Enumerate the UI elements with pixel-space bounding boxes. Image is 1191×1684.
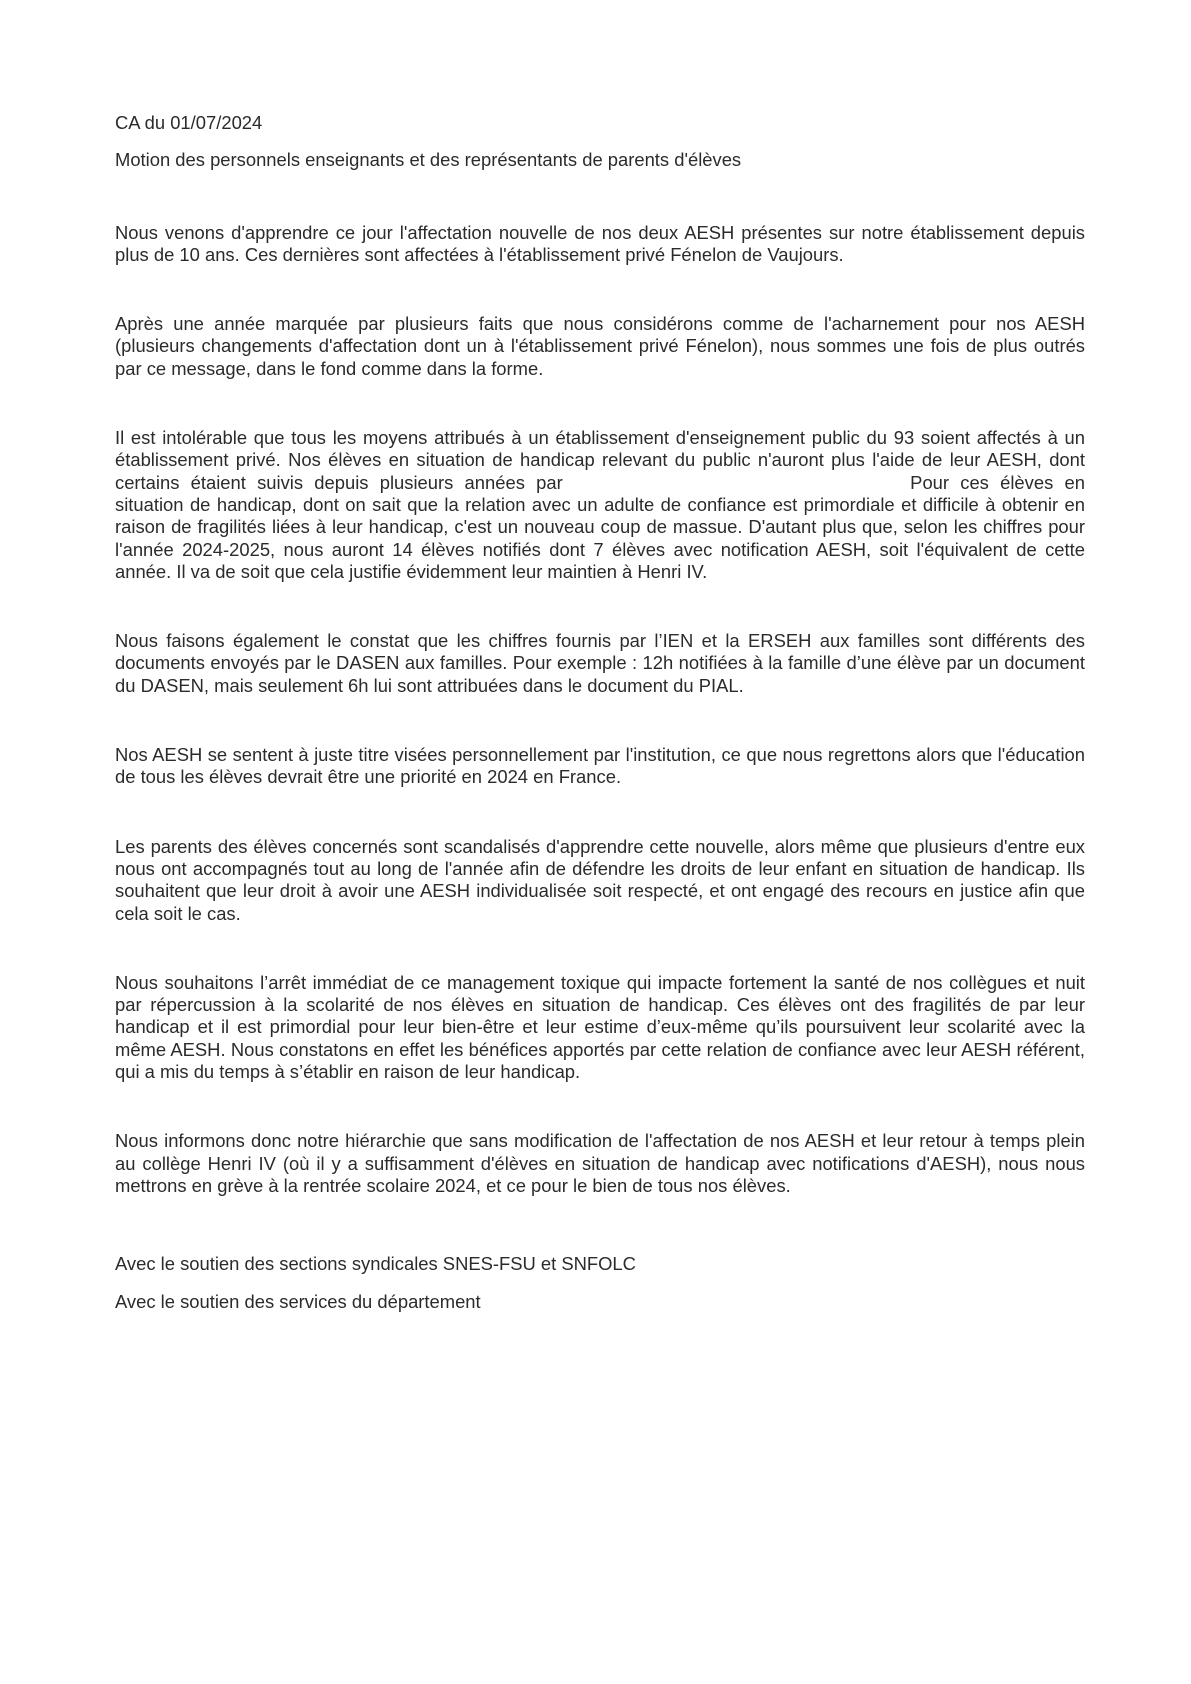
meeting-date-line: CA du 01/07/2024 (115, 112, 263, 133)
support-unions-line: Avec le soutien des sections syndicales SNES-FSU et SNFOLC (115, 1253, 636, 1275)
paragraph-harassment: Après une année marquée par plusieurs faits que nous considérons comme de l'acharnement pour nos AESH (plusieurs changements d'affectation dont un à l'établissement privé Fénelon), nous sommes une fois de plus outrés par ce message, dans le fond comme dans la forme. (115, 313, 1085, 379)
paragraph-strike-notice: Nous informons donc notre hiérarchie que sans modification de l'affectation de nos AESH et leur retour à temps plein au collège Henri IV (où il y a suffisamment d'élèves en situation de handicap avec notifications d'AESH), nous nous mettrons en grève à la rentrée scolaire 2024, et ce pour le bien de tous nos élèves. (115, 1130, 1085, 1196)
motion-title: Motion des personnels enseignants et des représentants de parents d'élèves (115, 149, 742, 171)
paragraph-aesh-reassignment: Nous venons d'apprendre ce jour l'affectation nouvelle de nos deux AESH présentes sur notre établissement depuis plus de 10 ans. Ces dernières sont affectées à l'établissement privé Fénelon de Vaujours. (115, 221, 1085, 265)
paragraph-aesh-targeted: Nos AESH se sentent à juste titre visées personnellement par l'institution, ce que nous regrettons alors que l'éducation de tous les élèves devrait être une priorité en 2024 en France. (115, 744, 1085, 788)
paragraph-figures-discrepancy: Nous faisons également le constat que les chiffres fournis par l’IEN et la ERSEH aux familles sont différents des documents envoyés par le DASEN aux familles. Pour exemple : 12h notifiées à la famille d’une élève par un document du DASEN, mais seulement 6h lui sont attribuées dans le document du PIAL. (115, 630, 1085, 696)
document-page (115, 112, 1085, 1313)
paragraph-parents: Les parents des élèves concernés sont scandalisés d'apprendre cette nouvelle, alors même que plusieurs d'entre eux nous ont accompagnés tout au long de l'année afin de défendre les droits de leur enfant en situation de handicap. Ils souhaitent que leur droit à avoir une AESH individualisée soit respecté, et ont engagé des recours en justice afin que cela soit le cas. (115, 835, 1085, 924)
paragraph-public-means-part2: Pour ces élèves en situation de handicap, dont on sait que la relation avec un adulte de confiance est primordiale et difficile à obtenir en raison de fragilités liées à leur handicap, c'est un nouveau coup de massue. D'autant plus que, selon les chiffres pour l'année 2024-2025, nous auront 14 élèves notifiés dont 7 élèves avec notification AESH, soit l'équivalent de cette année. Il va de soit que cela justifie évidemment leur maintien à Henri IV. (115, 471, 1085, 582)
redacted-names (574, 474, 899, 492)
paragraph-public-means (115, 427, 1085, 583)
support-department-line: Avec le soutien des services du département (115, 1290, 481, 1312)
paragraph-toxic-management: Nous souhaitons l’arrêt immédiat de ce management toxique qui impacte fortement la santé de nos collègues et nuit par répercussion à la scolarité de nos élèves en situation de handicap. Ces élèves ont des fragilités de par leur handicap et il est primordial pour leur bien-être et leur estime d’eux-même qu’ils poursuivent leur scolarité avec la même AESH. Nous constatons en effet les bénéfices apportés par cette relation de confiance avec leur AESH référent, qui a mis du temps à s’établir en raison de leur handicap. (115, 971, 1085, 1083)
paragraph-public-means-part1: Il est intolérable que tous les moyens attribués à un établissement d'enseignement public du 93 soient affectés à un établissement privé. Nos élèves en situation de handicap relevant du public n'auront plus l'aide de leur AESH, dont certains étaient suivis depuis plusieurs années par (115, 427, 1085, 493)
